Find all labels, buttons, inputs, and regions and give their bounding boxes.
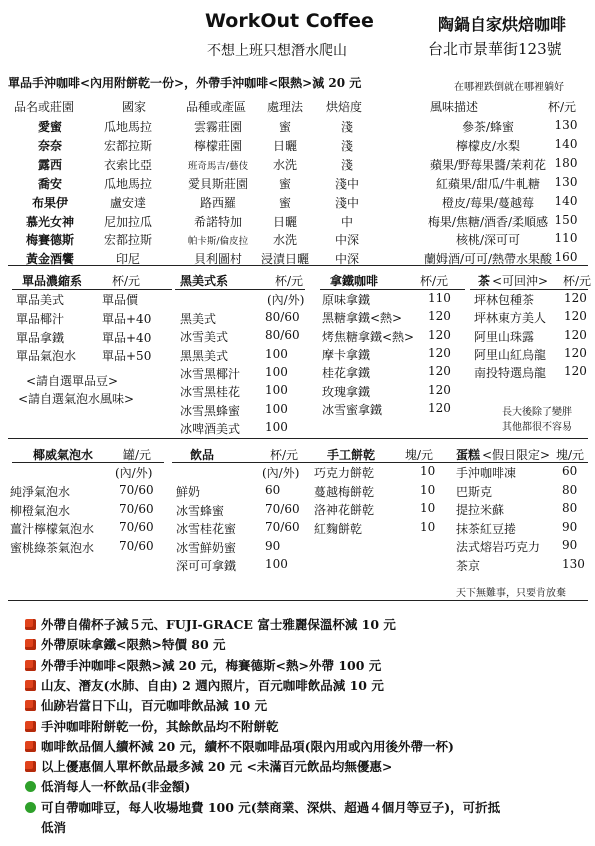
title-underline <box>320 289 465 290</box>
pourover-header: 處理法 <box>267 100 304 114</box>
cakes-item-price: 60 <box>562 464 578 478</box>
tea-item-price: 120 <box>564 345 587 360</box>
pourover-cell: 水洗 <box>272 157 298 172</box>
sparkling-item-price: 70/60 <box>119 501 154 516</box>
title-underline <box>12 462 164 463</box>
pourover-cell: 蘋果/野莓果醬/茉莉花 <box>429 157 547 172</box>
title-underline <box>172 462 312 463</box>
biscuits-unit: 塊/元 <box>405 448 434 462</box>
biscuits-title: 手工餅乾 <box>327 448 376 462</box>
promo-cube-icon <box>25 721 36 732</box>
pourover-cell: 浸漬日曬 <box>260 252 310 267</box>
promo-item <box>25 737 454 755</box>
cakes-item-name: 茶京 <box>456 559 481 573</box>
latte-item-name: 桂花拿鐵 <box>322 366 371 381</box>
biscuits-item-name: 蔓越梅餅乾 <box>314 484 375 499</box>
pourover-cell: 檸檬皮/水梨 <box>455 138 521 153</box>
pourover-cell: 150 <box>554 212 578 227</box>
tea-note: 長大後除了變胖 <box>502 407 572 418</box>
pourover-cell: 淺中 <box>334 195 360 210</box>
espresso-item-name: 單品氣泡水 <box>16 349 77 364</box>
pourover-cell: 160 <box>554 250 578 265</box>
promo-text: 咖啡飲品個人續杯減 20 元，續杯不限咖啡品項(限內用或內用後外帶一杯) <box>41 738 454 754</box>
green-dot-icon <box>25 781 36 792</box>
latte-item-price: 120 <box>428 400 451 415</box>
biscuits-item-name: 洛神花餅乾 <box>314 503 375 518</box>
sparkling-item-price: 70/60 <box>119 538 154 553</box>
pourover-cell: 參茶/蜂蜜 <box>461 120 515 134</box>
bean-name: 黃金酒饗 <box>25 252 75 267</box>
tea-title: 茶 <box>478 274 491 288</box>
tea-unit: 杯/元 <box>563 274 592 288</box>
pourover-cell: 淺 <box>340 157 354 172</box>
pourover-cell: 日曬 <box>272 138 298 153</box>
title-underline <box>175 289 305 290</box>
sparkling-item-name: 蜜桃綠茶氣泡水 <box>10 540 95 555</box>
black-item-name: 黑美式 <box>180 312 217 326</box>
bean-name: 奈奈 <box>37 138 63 153</box>
promo-item <box>25 717 279 735</box>
cakes-title: 蛋糕 <box>456 448 481 462</box>
title-underline <box>312 462 452 463</box>
promo-cube-icon <box>25 619 36 630</box>
espresso-item-name: 單品美式 <box>16 293 65 307</box>
pourover-cell: 核桃/深可可 <box>455 233 521 248</box>
latte-item-name: 原味拿鐵 <box>322 293 371 307</box>
tea-item-price: 120 <box>564 364 587 379</box>
black-item-name: 冰啤酒美式 <box>180 421 241 436</box>
title-underline <box>12 289 172 290</box>
promo-cube-icon <box>25 680 36 691</box>
pourover-cell: 140 <box>554 136 578 151</box>
biscuits-item-price: 10 <box>420 519 436 534</box>
black-item-name: 冰雪黑桂花 <box>180 385 241 400</box>
cakes-item-name: 提拉米蘇 <box>456 503 505 518</box>
pourover-cell: 水洗 <box>272 233 298 248</box>
promo-item <box>25 696 267 714</box>
latte-item-price: 120 <box>428 345 451 360</box>
latte-unit: 杯/元 <box>420 274 449 288</box>
pourover-cell: 宏都拉斯 <box>103 138 153 153</box>
promo-cube-icon <box>25 700 36 711</box>
biscuits-item-name: 巧克力餅乾 <box>314 466 375 480</box>
cakes-title-sub: <假日限定> <box>482 448 551 462</box>
tea-item-name: 阿里山紅烏龍 <box>474 347 547 362</box>
slogan: 不想上班只想潛水爬山 <box>207 43 347 59</box>
pourover-cell: 希諾特加 <box>193 214 243 229</box>
brand-name: WorkOut Coffee <box>205 10 374 32</box>
pourover-cell: 日曬 <box>272 214 298 229</box>
promo-item <box>25 777 190 795</box>
cakes-note: 天下無難事，只要肯放棄 <box>456 588 566 599</box>
drinks-item-name: 鮮奶 <box>176 485 201 499</box>
tea-item-name: 阿里山珠露 <box>474 329 535 344</box>
black-item-name: 冰雪美式 <box>180 330 229 345</box>
latte-item-price: 120 <box>428 364 451 379</box>
drinks-item-name: 冰雪鮮奶蜜 <box>176 540 237 555</box>
tea-item-price: 120 <box>564 309 587 324</box>
drinks-item-price: 100 <box>265 557 288 572</box>
espresso-title: 單品濃縮系 <box>22 274 83 288</box>
latte-item-name: 黑糖拿鐵<熱> <box>322 311 403 326</box>
latte-item-price: 120 <box>428 382 451 397</box>
black-title: 黑美式系 <box>180 274 229 288</box>
cakes-item-name: 巴斯克 <box>456 484 493 499</box>
pourover-cell: 蜜 <box>278 176 292 191</box>
black-item-price: 100 <box>265 383 288 398</box>
promo-text: 外帶手沖咖啡<限熱>減 20 元，梅賽德斯<熱>外帶 100 元 <box>41 657 382 673</box>
cakes-item-price: 90 <box>562 538 578 553</box>
cakes-item-name: 抹茶紅豆捲 <box>456 521 517 536</box>
cakes-item-name: 手沖咖啡凍 <box>456 466 517 480</box>
drinks-item-price: 70/60 <box>265 520 300 535</box>
pourover-cell: 貝利圖村 <box>193 252 243 267</box>
pourover-cell: 盧安達 <box>109 195 147 210</box>
tea-note: 其他都很不容易 <box>502 422 572 433</box>
sparkling-sub: (內/外) <box>115 466 153 480</box>
bean-name: 慕光女神 <box>25 214 75 229</box>
espresso-item-name: 單品拿鐵 <box>16 330 65 345</box>
title-underline <box>450 462 588 463</box>
pourover-cell: 蘭姆酒/可可/熱帶水果酸 <box>423 252 553 267</box>
biscuits-item-price: 10 <box>420 501 436 516</box>
tea-item-price: 120 <box>564 327 587 342</box>
bean-name: 梅賽德斯 <box>25 233 75 248</box>
promo-text: 外帶自備杯子減５元、FUJI-GRACE 富士雅麗保溫杯減 10 元 <box>41 617 396 632</box>
drinks-item-price: 60 <box>265 483 281 497</box>
pourover-cell: 中深 <box>334 252 360 267</box>
pourover-cell: 淺 <box>340 138 354 153</box>
pourover-header: 品種或產區 <box>186 100 247 114</box>
espresso-note: <請自選單品豆> <box>26 374 119 388</box>
pourover-cell: 淺 <box>340 120 354 134</box>
pourover-cell: 蜜 <box>278 195 292 210</box>
promo-cube-icon <box>25 639 36 650</box>
sparkling-item-price: 70/60 <box>119 483 154 497</box>
sparkling-title: 椰威氣泡水 <box>33 448 94 462</box>
sparkling-item-name: 純淨氣泡水 <box>10 485 71 499</box>
pourover-cell: 衣索比亞 <box>103 157 153 172</box>
promo-item <box>25 635 226 653</box>
black-item-name: 冰雪黑蜂蜜 <box>180 403 241 418</box>
pourover-cell: 淺中 <box>334 176 360 191</box>
pourover-cell: 雲霧莊園 <box>193 120 243 134</box>
espresso-unit: 杯/元 <box>112 274 141 288</box>
promo-cube-icon <box>25 761 36 772</box>
black-item-name: 黑黑美式 <box>180 348 229 363</box>
pourover-intro: 單品手沖咖啡<內用附餅乾一份>，外帶手沖咖啡<限熱>減 20 元 <box>8 76 362 90</box>
bean-name: 愛蜜 <box>37 120 63 134</box>
pourover-cell: 橙皮/莓果/蔓越莓 <box>441 195 535 210</box>
pourover-cell: 130 <box>554 118 578 132</box>
pourover-cell: 140 <box>554 193 578 208</box>
cakes-item-price: 130 <box>562 557 585 571</box>
pourover-cell: 中深 <box>334 233 360 248</box>
pourover-cell: 愛貝斯莊園 <box>187 176 249 191</box>
promo-item <box>25 615 396 633</box>
espresso-item-price: 單品+50 <box>102 349 152 364</box>
promo-cube-icon <box>25 741 36 752</box>
divider <box>8 600 588 601</box>
drinks-item-name: 冰雪蜂蜜 <box>176 503 225 518</box>
pourover-cell: 中 <box>340 214 354 229</box>
sparkling-item-name: 薑汁檸檬氣泡水 <box>10 522 95 537</box>
promo-cube-icon <box>25 660 36 671</box>
pourover-cell: 印尼 <box>115 252 141 267</box>
promo-text: 可自帶咖啡豆，每人收場地費 100 元(禁商業、深烘、超過４個月等豆子)，可折抵 <box>41 799 501 815</box>
promo-item <box>41 818 66 836</box>
drinks-item-price: 90 <box>265 538 281 553</box>
pourover-header: 杯/元 <box>548 100 577 114</box>
drinks-title: 飲品 <box>190 448 215 462</box>
pourover-cell: 130 <box>554 174 578 189</box>
latte-item-name: 烤焦糖拿鐵<熱> <box>322 329 415 344</box>
roaster-title: 陶鍋自家烘焙咖啡 <box>438 15 567 34</box>
title-underline <box>470 289 588 290</box>
black-item-price: 100 <box>265 364 288 379</box>
pourover-header: 品名或莊園 <box>14 100 75 114</box>
tea-item-name: 坪林東方美人 <box>474 311 547 326</box>
sparkling-item-price: 70/60 <box>119 520 154 535</box>
latte-item-price: 120 <box>428 327 451 342</box>
espresso-item-price: 單品價 <box>102 293 139 307</box>
espresso-item-name: 單品椰汁 <box>16 311 65 326</box>
tea-item-name: 坪林包種茶 <box>474 293 535 307</box>
cakes-item-price: 90 <box>562 519 578 534</box>
black-item-price: 80/60 <box>265 310 300 324</box>
promo-item <box>25 656 381 674</box>
promo-text: 低消每人一杯飲品(非金額) <box>41 779 191 795</box>
cakes-unit: 塊/元 <box>556 448 585 462</box>
green-dot-icon <box>25 802 36 813</box>
black-item-price: 100 <box>265 401 288 416</box>
pourover-cell: 110 <box>554 231 578 246</box>
tea-item-price: 120 <box>564 291 587 305</box>
cakes-item-price: 80 <box>562 482 578 497</box>
biscuits-item-name: 紅麴餅乾 <box>314 521 363 536</box>
latte-title: 拿鐵咖啡 <box>330 274 379 288</box>
cakes-item-name: 法式熔岩巧克力 <box>456 540 541 555</box>
promo-text: 仙跡岩當日下山，百元咖啡飲品減 10 元 <box>41 698 268 714</box>
pourover-cell: 宏都拉斯 <box>103 233 153 248</box>
promo-text: 山友、潛友(水肺、自由) 2 週內照片，百元咖啡飲品減 10 元 <box>41 677 384 693</box>
sparkling-unit: 罐/元 <box>123 448 152 462</box>
latte-item-name: 摩卡拿鐵 <box>322 347 371 362</box>
black-item-price: 100 <box>265 419 288 434</box>
espresso-item-price: 單品+40 <box>102 330 152 345</box>
latte-item-name: 冰雪蜜拿鐵 <box>322 402 383 417</box>
pourover-cell: 蜜 <box>278 120 292 134</box>
drinks-sub: (內/外) <box>262 466 300 480</box>
biscuits-item-price: 10 <box>420 482 436 497</box>
divider <box>8 265 588 266</box>
pourover-cell: 檸檬莊園 <box>193 138 243 153</box>
pourover-header: 國家 <box>122 100 147 114</box>
black-item-price: 80/60 <box>265 328 300 343</box>
promo-item <box>25 757 392 775</box>
tea-item-name: 南投特選烏龍 <box>474 366 547 381</box>
tea-title-sub: <可回沖> <box>492 274 549 288</box>
promo-item <box>25 798 500 816</box>
pourover-header: 烘焙度 <box>326 100 363 114</box>
espresso-item-price: 單品+40 <box>102 311 152 326</box>
promo-text: 以上優惠個人單杯飲品最多減 20 元 <未滿百元飲品均無優惠> <box>41 759 393 775</box>
drinks-unit: 杯/元 <box>270 448 299 462</box>
pourover-cell: 班奇馬吉/藝伎 <box>187 160 249 172</box>
black-item-price: 100 <box>265 346 288 361</box>
pourover-cell: 帕卡斯/倫皮拉 <box>187 236 249 248</box>
drinks-item-name: 冰雪桂花蜜 <box>176 522 237 537</box>
bean-name: 喬安 <box>37 176 63 191</box>
promo-text: 手沖咖啡附餅乾一份，其餘飲品均不附餅乾 <box>41 718 279 734</box>
black-sub: (內/外) <box>267 293 305 307</box>
pourover-note: 在哪裡跌倒就在哪裡躺好 <box>454 82 564 93</box>
pourover-cell: 紅蘋果/甜瓜/牛軋糖 <box>435 176 541 191</box>
latte-item-price: 120 <box>428 309 451 324</box>
espresso-note: <請自選氣泡水風味> <box>18 392 135 406</box>
promo-text: 外帶原味拿鐵<限熱>特價 80 元 <box>41 637 226 653</box>
pourover-cell: 180 <box>554 155 578 170</box>
drinks-item-name: 深可可拿鐵 <box>176 559 237 574</box>
pourover-cell: 尼加拉瓜 <box>103 214 153 229</box>
cakes-item-price: 80 <box>562 501 578 516</box>
drinks-item-price: 70/60 <box>265 501 300 516</box>
promo-text: 低消 <box>41 820 67 835</box>
bean-name: 露西 <box>37 157 63 172</box>
bean-name: 布果伊 <box>31 195 69 210</box>
black-unit: 杯/元 <box>275 274 304 288</box>
latte-item-name: 玫瑰拿鐵 <box>322 384 371 399</box>
pourover-cell: 瓜地馬拉 <box>103 176 153 191</box>
sparkling-item-name: 柳橙氣泡水 <box>10 503 71 518</box>
pourover-cell: 梅果/焦糖/酒香/柔順感 <box>427 214 549 229</box>
biscuits-item-price: 10 <box>420 464 436 478</box>
latte-item-price: 110 <box>428 291 451 305</box>
shop-address: 台北市景華街123號 <box>428 40 562 58</box>
divider <box>8 438 588 439</box>
black-item-name: 冰雪黑椰汁 <box>180 366 241 381</box>
pourover-header: 風味描述 <box>430 100 479 114</box>
pourover-cell: 路西羅 <box>199 195 237 210</box>
pourover-cell: 瓜地馬拉 <box>103 120 153 134</box>
promo-item <box>25 676 384 694</box>
